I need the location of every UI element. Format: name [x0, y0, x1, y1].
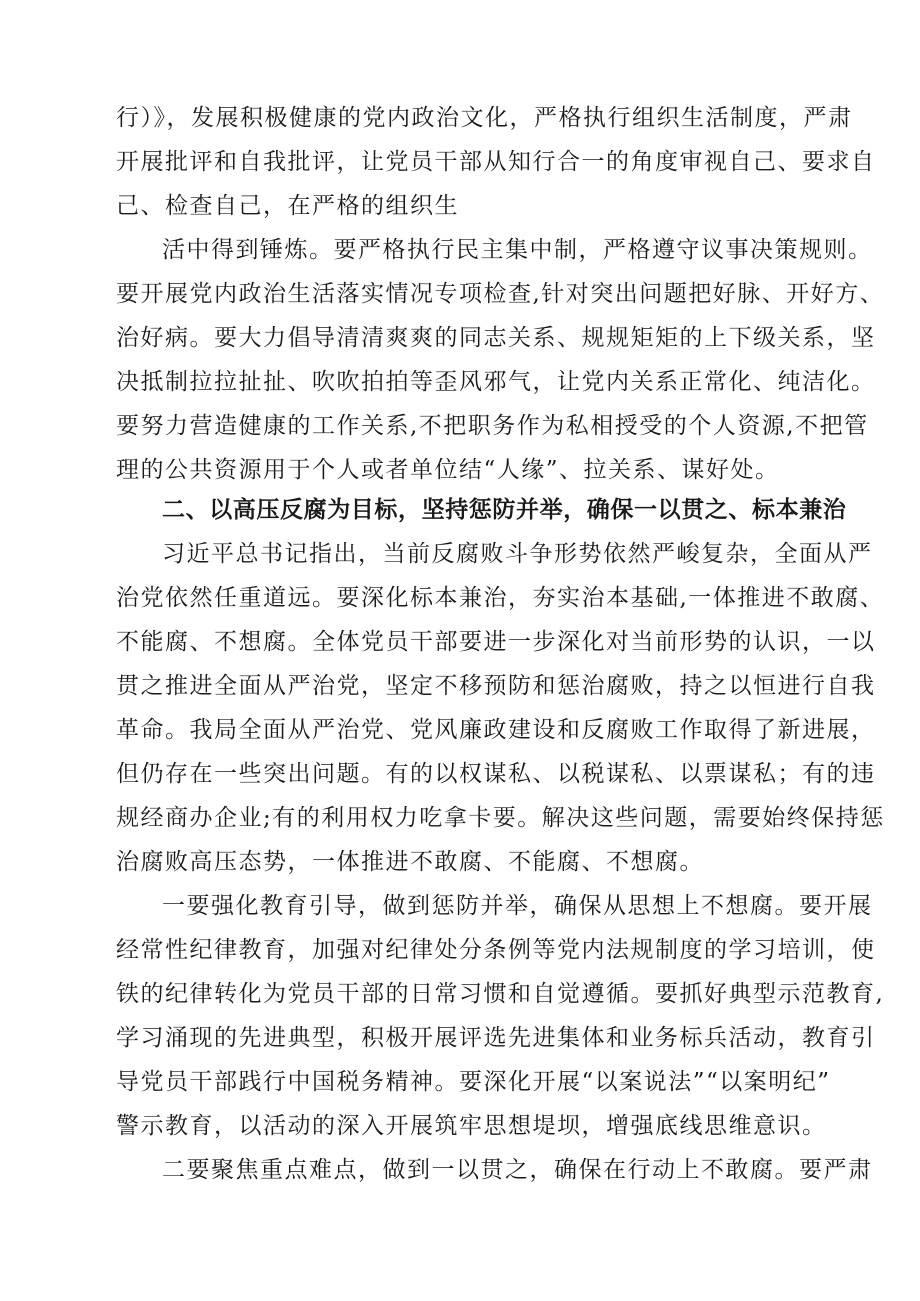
paragraph-line: 规经商办企业;有的利用权力吃拿卡要。解决这些问题，需要始终保持惩	[116, 805, 885, 831]
paragraph-line: 己、检查自己，在严格的组织生	[116, 193, 459, 219]
paragraph-line: 学习涌现的先进典型，积极开展评选先进集体和业务标兵活动，教育引	[116, 1025, 876, 1051]
paragraph-line: 治腐败高压态势，一体推进不敢腐、不能腐、不想腐。	[116, 849, 704, 875]
paragraph-line: 开展批评和自我批评，让党员干部从知行合一的角度审视自己、要求自	[116, 149, 876, 175]
paragraph-line: 活中得到锤炼。要严格执行民主集中制，严格遵守议事决策规则。	[162, 237, 873, 263]
section-heading: 二、以高压反腐为目标，坚持惩防并举，确保一以贯之、标本兼治	[162, 497, 847, 523]
paragraph-line: 革命。我局全面从严治党、党风廉政建设和反腐败工作取得了新进展，	[116, 717, 876, 743]
paragraph-line: 理的公共资源用于个人或者单位结“人缘”、拉关系、谋好处。	[116, 457, 780, 483]
paragraph-line: 贯之推进全面从严治党，坚定不移预防和惩治腐败，持之以恒进行自我	[116, 673, 876, 699]
paragraph-line: 决抵制拉拉扯扯、吹吹拍拍等歪风邪气，让党内关系正常化、纯洁化。	[116, 369, 876, 395]
paragraph-line: 一要强化教育引导，做到惩防并举，确保从思想上不想腐。要开展	[162, 893, 873, 919]
paragraph-line: 要开展党内政治生活落实情况专项检查,针对突出问题把好脉、开好方、	[116, 281, 885, 307]
paragraph-line: 但仍存在一些突出问题。有的以权谋私、以税谋私、以票谋私；有的违	[116, 761, 876, 787]
paragraph-line: 行）》，发展积极健康的党内政治文化，严格执行组织生活制度，严肃	[116, 105, 853, 131]
paragraph-line: 铁的纪律转化为党员干部的日常习惯和自觉遵循。要抓好典型示范教育,	[116, 981, 885, 1007]
paragraph-line: 经常性纪律教育，加强对纪律处分条例等党内法规制度的学习培训，使	[116, 937, 876, 963]
paragraph-line: 习近平总书记指出，当前反腐败斗争形势依然严峻复杂，全面从严	[162, 541, 873, 567]
paragraph-line: 不能腐、不想腐。全体党员干部要进一步深化对当前形势的认识，一以	[116, 629, 876, 655]
paragraph-line: 治党依然任重道远。要深化标本兼治，夯实治本基础,一体推进不敢腐、	[116, 585, 885, 611]
paragraph-line: 要努力营造健康的工作关系,不把职务作为私相授受的个人资源,不把管	[116, 413, 869, 439]
paragraph-line: 导党员干部践行中国税务精神。要深化开展“以案说法”“以案明纪”	[116, 1069, 831, 1095]
paragraph-line: 警示教育，以活动的深入开展筑牢思想堤坝，增强底线思维意识。	[116, 1113, 827, 1139]
paragraph-line: 二要聚焦重点难点，做到一以贯之，确保在行动上不敢腐。要严肃	[162, 1157, 873, 1183]
paragraph-line: 治好病。要大力倡导清清爽爽的同志关系、规规矩矩的上下级关系，坚	[116, 325, 876, 351]
